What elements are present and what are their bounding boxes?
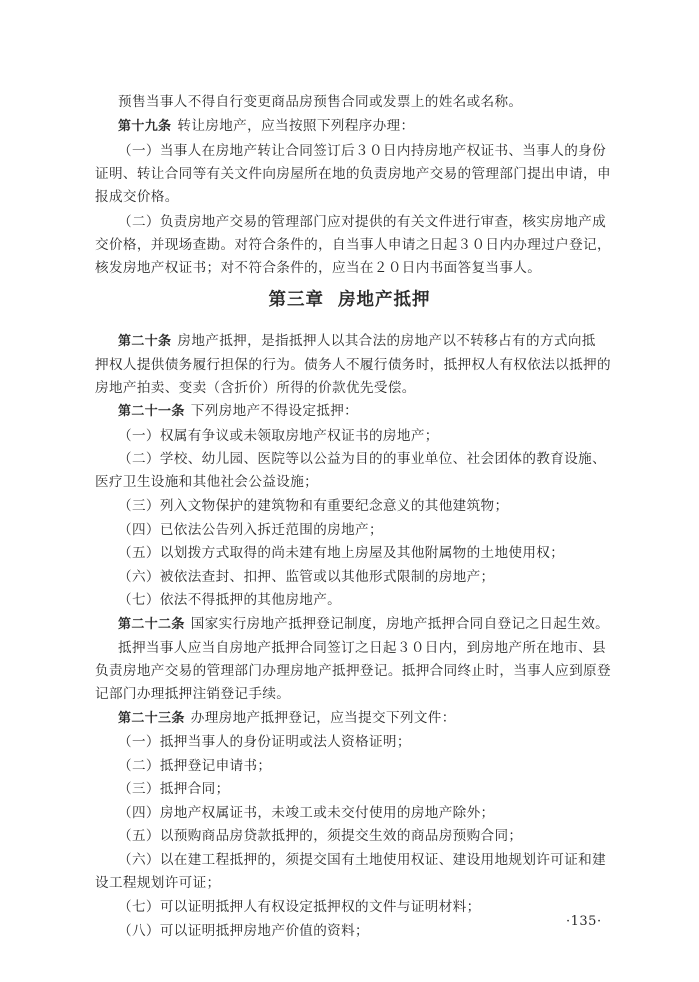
text-line: （五）以划拨方式取得的尚未建有地上房屋及其他附属物的土地使用权；	[118, 545, 565, 561]
text-line: 抵押当事人应当自房地产抵押合同签订之日起３０日内，到房地产所在地市、县	[118, 640, 607, 656]
article-line: 第二十条 房地产抵押，是指抵押人以其合法的房地产以不转移占有的方式向抵	[118, 333, 596, 349]
text-line: （六）以在建工程抵押的，须提交国有土地使用权证、建设用地规划许可证和建	[118, 852, 607, 868]
article-heading: 第十九条	[118, 119, 172, 134]
article-line: 第二十一条 下列房地产不得设定抵押：	[118, 403, 359, 419]
text-line: （六）被依法查封、扣押、监管或以其他形式限制的房地产；	[118, 569, 495, 585]
text-line: （一）权属有争议或未领取房地产权证书的房地产；	[118, 428, 439, 444]
chapter-title: 房地产抵押	[338, 290, 431, 310]
text-line: （八）可以证明抵押房地产价值的资料；	[118, 923, 369, 939]
article-heading: 第二十条	[118, 334, 172, 349]
text-line: 报成交价格。	[95, 189, 179, 205]
text-line: （七）依法不得抵押的其他房地产。	[118, 592, 342, 608]
text-line: （二）抵押登记申请书；	[118, 758, 272, 774]
article-heading: 第二十二条	[118, 617, 185, 632]
text-line: 预售当事人不得自行变更商品房预售合同或发票上的姓名或名称。	[118, 94, 523, 110]
page-number: ·135·	[566, 914, 602, 929]
article-line: 第二十二条 国家实行房地产抵押登记制度，房地产抵押合同自登记之日起生效。	[118, 616, 610, 632]
text-line: 医疗卫生设施和其他社会公益设施；	[95, 474, 319, 490]
text-line: 核发房地产权证书；对不符合条件的，应当在２０日内书面答复当事人。	[95, 260, 542, 276]
text-line: 设工程规划许可证；	[95, 875, 221, 891]
text-line: 房地产拍卖、变卖（含折价）所得的价款优先受偿。	[95, 380, 416, 396]
text-line: （四）已依法公告列入拆迁范围的房地产；	[118, 522, 383, 538]
text-line: 押权人提供债务履行担保的行为。债务人不履行债务时，抵押权人有权依法以抵押的	[95, 357, 611, 373]
text-line: （五）以预购商品房贷款抵押的，须提交生效的商品房预购合同；	[118, 828, 523, 844]
text-line: （一）抵押当事人的身份证明或法人资格证明；	[118, 734, 411, 750]
text-line: （四）房地产权属证书，未竣工或未交付使用的房地产除外；	[118, 805, 495, 821]
text-line: （二）学校、幼儿园、医院等以公益为目的的事业单位、社会团体的教育设施、	[118, 451, 607, 467]
chapter-heading	[0, 288, 699, 312]
text-line: （三）抵押合同；	[118, 781, 230, 797]
article-line: 第十九条 转让房地产，应当按照下列程序办理：	[118, 118, 415, 134]
text-line: （七）可以证明抵押人有权设定抵押权的文件与证明材料；	[118, 899, 481, 915]
text-line: 交价格，并现场查勘。对符合条件的，自当事人申请之日起３０日内办理过户登记，	[95, 237, 611, 253]
text-line: 负责房地产交易的管理部门办理房地产抵押登记。抵押合同终止时，当事人应到原登	[95, 663, 611, 679]
text-line: 记部门办理抵押注销登记手续。	[95, 686, 291, 702]
text-line: （二）负责房地产交易的管理部门应对提供的有关文件进行审查，核实房地产成	[118, 214, 607, 230]
text-line: （三）列入文物保护的建筑物和有重要纪念意义的其他建筑物；	[118, 498, 509, 514]
article-heading: 第二十三条	[118, 711, 185, 726]
article-heading: 第二十一条	[118, 404, 185, 419]
text-line: （一）当事人在房地产转让合同签订后３０日内持房地产权证书、当事人的身份	[118, 143, 607, 159]
article-line: 第二十三条 办理房地产抵押登记，应当提交下列文件：	[118, 710, 456, 726]
chapter-number: 第三章	[268, 290, 324, 310]
text-line: 证明、转让合同等有关文件向房屋所在地的负责房地产交易的管理部门提出申请，申	[95, 166, 611, 182]
